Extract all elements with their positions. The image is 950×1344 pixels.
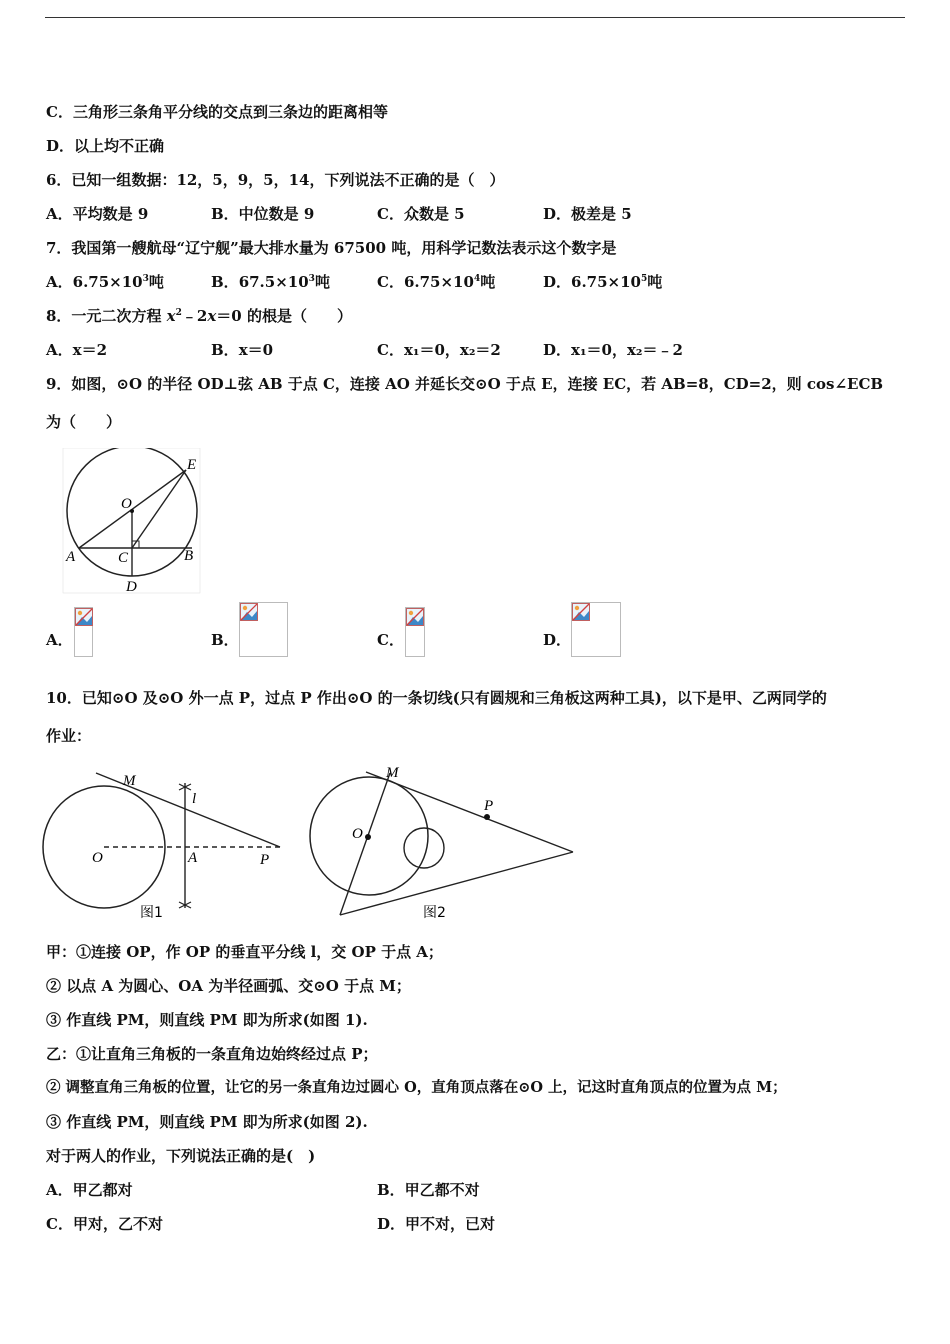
q10-yi-step3: ③ 作直线 PM，则直线 PM 即为所求(如图 2). (46, 1113, 368, 1131)
q9-label-c: C (118, 550, 129, 566)
fig1-label-o: O (92, 850, 103, 866)
q10-option-b: B．甲乙都不对 (377, 1181, 480, 1199)
q9-option-d-label: D． (543, 631, 572, 649)
fig2-triangle-side (340, 852, 573, 915)
q10-jia-step3: ③ 作直线 PM，则直线 PM 即为所求(如图 1). (46, 1011, 368, 1029)
q10-figure-2 (300, 760, 585, 925)
fig2-center-dot (365, 834, 371, 840)
broken-image-icon (406, 608, 424, 626)
q10-jia-step2: ② 以点 A 为圆心、OA 为半径画弧、交⊙O 于点 M； (46, 977, 411, 995)
fig2-label-p: P (484, 798, 494, 814)
q9-option-b-label: B． (211, 631, 239, 649)
q9-label-o: O (121, 496, 132, 512)
q10-option-d: D．甲不对，已对 (377, 1215, 496, 1233)
q10-option-c: C．甲对，乙不对 (46, 1215, 163, 1233)
broken-image-icon (75, 608, 93, 626)
fig1-label-m: M (123, 773, 136, 789)
fig2-small-circle (404, 828, 444, 868)
broken-image-icon (572, 603, 590, 621)
fig2-point-p (484, 814, 490, 820)
fig1-label-l: l (192, 791, 197, 807)
header-rule (45, 17, 905, 18)
q7-option-b: B．$67.5\times 10^3$吨 (211, 273, 330, 291)
q9-option-d-image (571, 602, 621, 657)
q8-option-c: C．x₁＝0，x₂＝2 (377, 341, 501, 359)
q6-option-d: D．极差是 5 (543, 205, 632, 223)
q6-option-a: A．平均数是 9 (46, 205, 149, 223)
fig1-label-p: P (260, 852, 270, 868)
q6-option-b: B．中位数是 9 (211, 205, 315, 223)
q10-figure-1 (40, 765, 290, 925)
q9-label-b: B (184, 548, 194, 564)
q7-option-d: D．$6.75\times 10^5$吨 (543, 273, 663, 291)
q9-option-c-label: C． (377, 631, 404, 649)
q6-stem: 6．已知一组数据：12，5，9，5，14，下列说法不正确的是（ ） (46, 171, 505, 189)
q7-stem: 7．我国第一艘航母“辽宁舰”最大排水量为 67500 吨，用科学记数法表示这个数字是 (46, 239, 617, 257)
q9-option-a-image (74, 607, 93, 657)
fig2-label-o: O (352, 826, 363, 842)
q10-yi-step2: ② 调整直角三角板的位置，让它的另一条直角边过圆心 O，直角顶点落在⊙O 上，记这时直角顶点的位置为点 M； (46, 1079, 787, 1096)
q10-question: 对于两人的作业，下列说法正确的是( ) (46, 1147, 316, 1165)
fig2-caption: 图2 (423, 905, 446, 921)
q7-option-a: A．$6.75\times 10^3$吨 (46, 273, 164, 291)
q10-stem-line2: 作业： (46, 727, 92, 745)
q10-jia-step1: 甲：①连接 OP，作 OP 的垂直平分线 l，交 OP 于点 A； (46, 943, 443, 961)
q9-option-a-label: A． (46, 631, 73, 649)
fig1-label-a: A (188, 850, 198, 866)
q8-stem: 8．一元二次方程 $x^2﹣2x=0$ 的根是（ ） (46, 307, 352, 325)
q5-option-c: C．三角形三条角平分线的交点到三条边的距离相等 (46, 103, 388, 121)
q5-option-d: D．以上均不正确 (46, 137, 165, 155)
q9-label-e: E (187, 457, 197, 473)
q10-yi-step1: 乙：①让直角三角板的一条直角边始终经过点 P； (46, 1045, 378, 1063)
q9-stem-line2: 为（ ） (46, 413, 122, 431)
q10-stem-line1: 10．已知⊙O 及⊙O 外一点 P，过点 P 作出⊙O 的一条切线(只有圆规和三角板这两种工具)，以下是甲、乙两同学的 (46, 689, 827, 707)
q8-option-b: B．x＝0 (211, 341, 274, 359)
fig1-caption: 图1 (140, 905, 163, 921)
q8-option-d: D．x₁＝0，x₂＝﹣2 (543, 341, 683, 359)
q9-stem-line1: 9．如图，⊙O 的半径 OD⊥弦 AB 于点 C，连接 AO 并延长交⊙O 于点 E，连接 EC，若 AB=8，CD=2，则 cos∠ECB (46, 375, 884, 393)
q9-option-c-image (405, 607, 425, 657)
q8-option-a: A．x＝2 (46, 341, 108, 359)
q9-option-b-image (239, 602, 288, 657)
q9-label-d: D (126, 579, 137, 595)
q9-circle-figure (60, 448, 205, 596)
fig2-label-m: M (386, 765, 399, 781)
fig2-tangent-pm (366, 772, 573, 852)
q7-option-c: C．$6.75\times 10^4$吨 (377, 273, 496, 291)
q9-label-a: A (66, 549, 76, 565)
broken-image-icon (240, 603, 258, 621)
q6-option-c: C．众数是 5 (377, 205, 465, 223)
q10-option-a: A．甲乙都对 (46, 1181, 133, 1199)
